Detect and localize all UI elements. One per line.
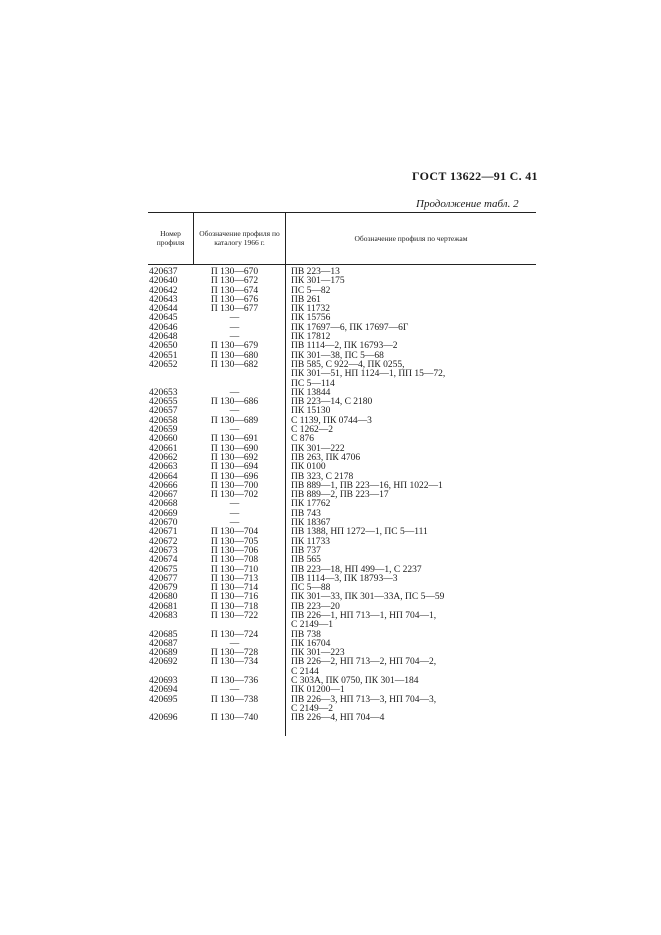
catalog-designation: П 130—708 [210, 555, 259, 566]
table-continuation-label: Продолжение табл. 2 [416, 198, 519, 210]
profile-number: 420687 [149, 638, 178, 649]
drawing-designation-line: С 1262—2 [291, 425, 333, 436]
drawing-designation-line: ПВ 1114—3, ПК 18793—3 [291, 573, 398, 584]
catalog-designation: П 130—728 [210, 648, 259, 659]
profile-number: 420673 [149, 545, 178, 556]
profiles-table [148, 212, 536, 742]
drawing-designation-line: ПК 17697—6, ПК 17697—6Г [291, 322, 409, 333]
profile-number: 420667 [149, 490, 178, 501]
catalog-designation: П 130—674 [210, 285, 259, 296]
drawing-designation-line: ПС 5—88 [291, 583, 331, 594]
catalog-designation: П 130—670 [210, 267, 259, 277]
catalog-designation: П 130—722 [210, 610, 259, 621]
drawing-designation [285, 538, 535, 547]
profile-number: 420643 [149, 294, 178, 305]
drawing-designation-line: ПК 301—175 [291, 276, 345, 287]
table-row [148, 287, 536, 296]
catalog-designation: П 130—736 [210, 676, 259, 687]
table-row [148, 426, 536, 435]
profile-number: 420674 [149, 555, 178, 566]
profile-number: 420637 [149, 267, 178, 277]
table-row [148, 696, 536, 715]
drawing-designation-line: ПС 5—82 [291, 285, 331, 296]
profile-number: 420671 [149, 527, 178, 538]
drawing-designation-line: ПК 301—51, НП 1124—1, ПП 15—72, [291, 369, 446, 380]
table-row [148, 361, 536, 389]
drawing-designation-line: С 2144 [291, 666, 319, 677]
catalog-designation: П 130—691 [210, 434, 259, 445]
profile-number: 420662 [149, 452, 178, 463]
catalog-designation: — [229, 425, 240, 436]
profile-number: 420657 [149, 406, 178, 417]
drawing-designation-line: ПВ 889—1, ПВ 223—16, НП 1022—1 [291, 480, 443, 491]
profile-number: 420670 [149, 518, 178, 529]
table-row [148, 417, 536, 426]
table-row [148, 575, 536, 584]
drawing-designation-line: ПВ 223—13 [291, 267, 340, 277]
drawing-designation-line: ПС 5—114 [291, 378, 335, 389]
profile-number: 420652 [149, 359, 178, 370]
catalog-designation: П 130—700 [210, 480, 259, 491]
profile-number: 420660 [149, 434, 178, 445]
catalog-designation: П 130—734 [210, 657, 259, 668]
profile-number: 420646 [149, 322, 178, 333]
table-row [148, 658, 536, 677]
table-row [148, 305, 536, 314]
catalog-designation: — [229, 518, 240, 529]
drawing-designation-line: ПК 11733 [291, 536, 330, 547]
page-header: ГОСТ 13622—91 С. 41 [412, 169, 538, 183]
catalog-designation: — [229, 499, 240, 510]
profile-number: 420663 [149, 462, 178, 473]
drawing-designation [285, 696, 535, 715]
catalog-designation: П 130—705 [210, 536, 259, 547]
catalog-designation: П 130—686 [210, 397, 259, 408]
profile-number: 420648 [149, 332, 178, 343]
drawing-designation-line: ПК 0100 [291, 462, 326, 473]
profile-number: 420644 [149, 304, 178, 315]
drawing-designation [285, 500, 535, 509]
drawing-designation-line: ПК 13844 [291, 387, 331, 398]
profile-number: 420651 [149, 350, 178, 361]
catalog-designation: П 130—680 [210, 350, 259, 361]
column-header-catalog: Обозначение профиля по каталогу 1966 г. [199, 229, 280, 247]
table-row [148, 277, 536, 286]
drawing-designation-line: ПВ 1114—2, ПК 16793—2 [291, 341, 398, 352]
profile-number: 420695 [149, 694, 178, 705]
drawing-designation-line: ПК 301—33, ПК 301—33А, ПС 5—59 [291, 592, 445, 603]
drawing-designation [285, 287, 535, 296]
table-row [148, 491, 536, 500]
drawing-designation-line: ПВ 223—18, НП 499—1, С 2237 [291, 564, 422, 575]
profile-number: 420666 [149, 480, 178, 491]
profile-number: 420683 [149, 610, 178, 621]
drawing-designation-line: ПВ 1388, НП 1272—1, ПС 5—111 [291, 527, 428, 538]
drawing-designation [285, 658, 535, 677]
profile-number: 420689 [149, 648, 178, 659]
drawing-designation [285, 547, 535, 556]
drawing-designation-line: ПВ 738 [291, 629, 321, 640]
table-row [148, 631, 536, 640]
drawing-designation-line: ПВ 585, С 922—4, ПК 0255, [291, 359, 405, 370]
catalog-designation: П 130—704 [210, 527, 259, 538]
drawing-designation-line: ПВ 565 [291, 555, 321, 566]
drawing-designation-line: ПВ 263, ПК 4706 [291, 452, 361, 463]
catalog-designation: П 130—718 [210, 601, 259, 612]
profile-number: 420693 [149, 676, 178, 687]
catalog-designation: П 130—690 [210, 443, 259, 454]
profile-number: 420679 [149, 583, 178, 594]
drawing-designation-line: С 2149—2 [291, 703, 333, 714]
drawing-designation-line: ПВ 223—14, С 2180 [291, 397, 373, 408]
drawing-designation-line: ПВ 226—2, НП 713—2, НП 704—2, [291, 657, 437, 668]
drawing-designation-line: С 876 [291, 434, 314, 445]
drawing-designation-line: ПВ 226—1, НП 713—1, НП 704—1, [291, 610, 437, 621]
profile-number: 420675 [149, 564, 178, 575]
drawing-designation [285, 714, 535, 723]
catalog-designation: П 130—677 [210, 304, 259, 315]
table-row [148, 538, 536, 547]
drawing-designation [285, 361, 535, 389]
profile-number: 420694 [149, 685, 178, 696]
drawing-designation-line: ПВ 323, С 2178 [291, 471, 354, 482]
drawing-designation-line: ПК 18367 [291, 518, 331, 529]
drawing-designation-line: ПК 301—223 [291, 648, 345, 659]
drawing-designation-line: ПВ 889—2, ПВ 223—17 [291, 490, 389, 501]
table-row [148, 296, 536, 305]
profile-number: 420668 [149, 499, 178, 510]
profile-number: 420640 [149, 276, 178, 287]
drawing-designation-line: ПК 15130 [291, 406, 331, 417]
profile-number: 420655 [149, 397, 178, 408]
catalog-designation: П 130—692 [210, 452, 259, 463]
table-header-rule [148, 264, 536, 265]
catalog-designation: П 130—738 [210, 694, 259, 705]
drawing-designation-line: С 2149—1 [291, 620, 333, 631]
profile-number: 420685 [149, 629, 178, 640]
catalog-designation: П 130—713 [210, 573, 259, 584]
profile-number: 420645 [149, 313, 178, 324]
drawing-designation-line: ПК 17812 [291, 332, 331, 343]
catalog-designation: — [229, 406, 240, 417]
table-body [148, 268, 536, 724]
profile-number: 420650 [149, 341, 178, 352]
catalog-designation: — [229, 332, 240, 343]
profile-number: 420669 [149, 508, 178, 519]
column-header-number: Номер профиля [156, 229, 185, 247]
catalog-designation: — [229, 387, 240, 398]
catalog-designation: П 130—689 [210, 415, 259, 426]
catalog-designation: П 130—702 [210, 490, 259, 501]
catalog-designation: П 130—716 [210, 592, 259, 603]
table-row [148, 324, 536, 333]
catalog-designation: — [229, 638, 240, 649]
catalog-designation: П 130—679 [210, 341, 259, 352]
drawing-designation-line: ПК 11732 [291, 304, 330, 315]
drawing-designation-line: ПВ 261 [291, 294, 321, 305]
catalog-designation: П 130—694 [210, 462, 259, 473]
drawing-designation [285, 426, 535, 435]
drawing-designation-line: С 1139, ПК 0744—3 [291, 415, 372, 426]
profile-number: 420696 [149, 713, 178, 724]
catalog-designation: П 130—714 [210, 583, 259, 594]
catalog-designation: — [229, 508, 240, 519]
drawing-designation-line: ПК 301—222 [291, 443, 345, 454]
table-row [148, 510, 536, 519]
catalog-designation: П 130—710 [210, 564, 259, 575]
catalog-designation: П 130—676 [210, 294, 259, 305]
profile-number: 420658 [149, 415, 178, 426]
profile-number: 420661 [149, 443, 178, 454]
table-row [148, 528, 536, 537]
drawing-designation-line: ПК 01200—1 [291, 685, 345, 696]
table-row [148, 593, 536, 602]
drawing-designation-line: ПК 16704 [291, 638, 331, 649]
drawing-designation-line: ПВ 226—4, НП 704—4 [291, 713, 385, 724]
drawing-designation-line: ПВ 743 [291, 508, 321, 519]
profile-number: 420642 [149, 285, 178, 296]
table-row [148, 714, 536, 723]
profile-number: 420672 [149, 536, 178, 547]
catalog-designation: П 130—682 [210, 359, 259, 370]
catalog-designation: — [229, 685, 240, 696]
profile-number: 420659 [149, 425, 178, 436]
drawing-designation-line: ПК 301—38, ПС 5—68 [291, 350, 384, 361]
profile-number: 420681 [149, 601, 178, 612]
catalog-designation: П 130—724 [210, 629, 259, 640]
profile-number: 420680 [149, 592, 178, 603]
drawing-designation-line: ПК 15756 [291, 313, 331, 324]
drawing-designation-line: С 303А, ПК 0750, ПК 301—184 [291, 676, 419, 687]
profile-number: 420653 [149, 387, 178, 398]
drawing-designation-line: ПВ 737 [291, 545, 321, 556]
table-row [148, 547, 536, 556]
table-row [148, 500, 536, 509]
profile-number: 420677 [149, 573, 178, 584]
catalog-designation: П 130—672 [210, 276, 259, 287]
drawing-designation-line: ПВ 223—20 [291, 601, 340, 612]
profile-number: 420692 [149, 657, 178, 668]
table-row [148, 454, 536, 463]
catalog-designation: П 130—706 [210, 545, 259, 556]
drawing-designation-line: ПВ 226—3, НП 713—3, НП 704—3, [291, 694, 437, 705]
catalog-designation: П 130—696 [210, 471, 259, 482]
table-row [148, 612, 536, 631]
column-header-drawing: Обозначение профиля по чертежам [354, 233, 468, 243]
drawing-designation-line: ПК 17762 [291, 499, 331, 510]
catalog-designation: — [229, 313, 240, 324]
drawing-designation [285, 612, 535, 631]
table-row [148, 398, 536, 407]
catalog-designation: — [229, 322, 240, 333]
profile-number: 420664 [149, 471, 178, 482]
catalog-designation: П 130—740 [210, 713, 259, 724]
